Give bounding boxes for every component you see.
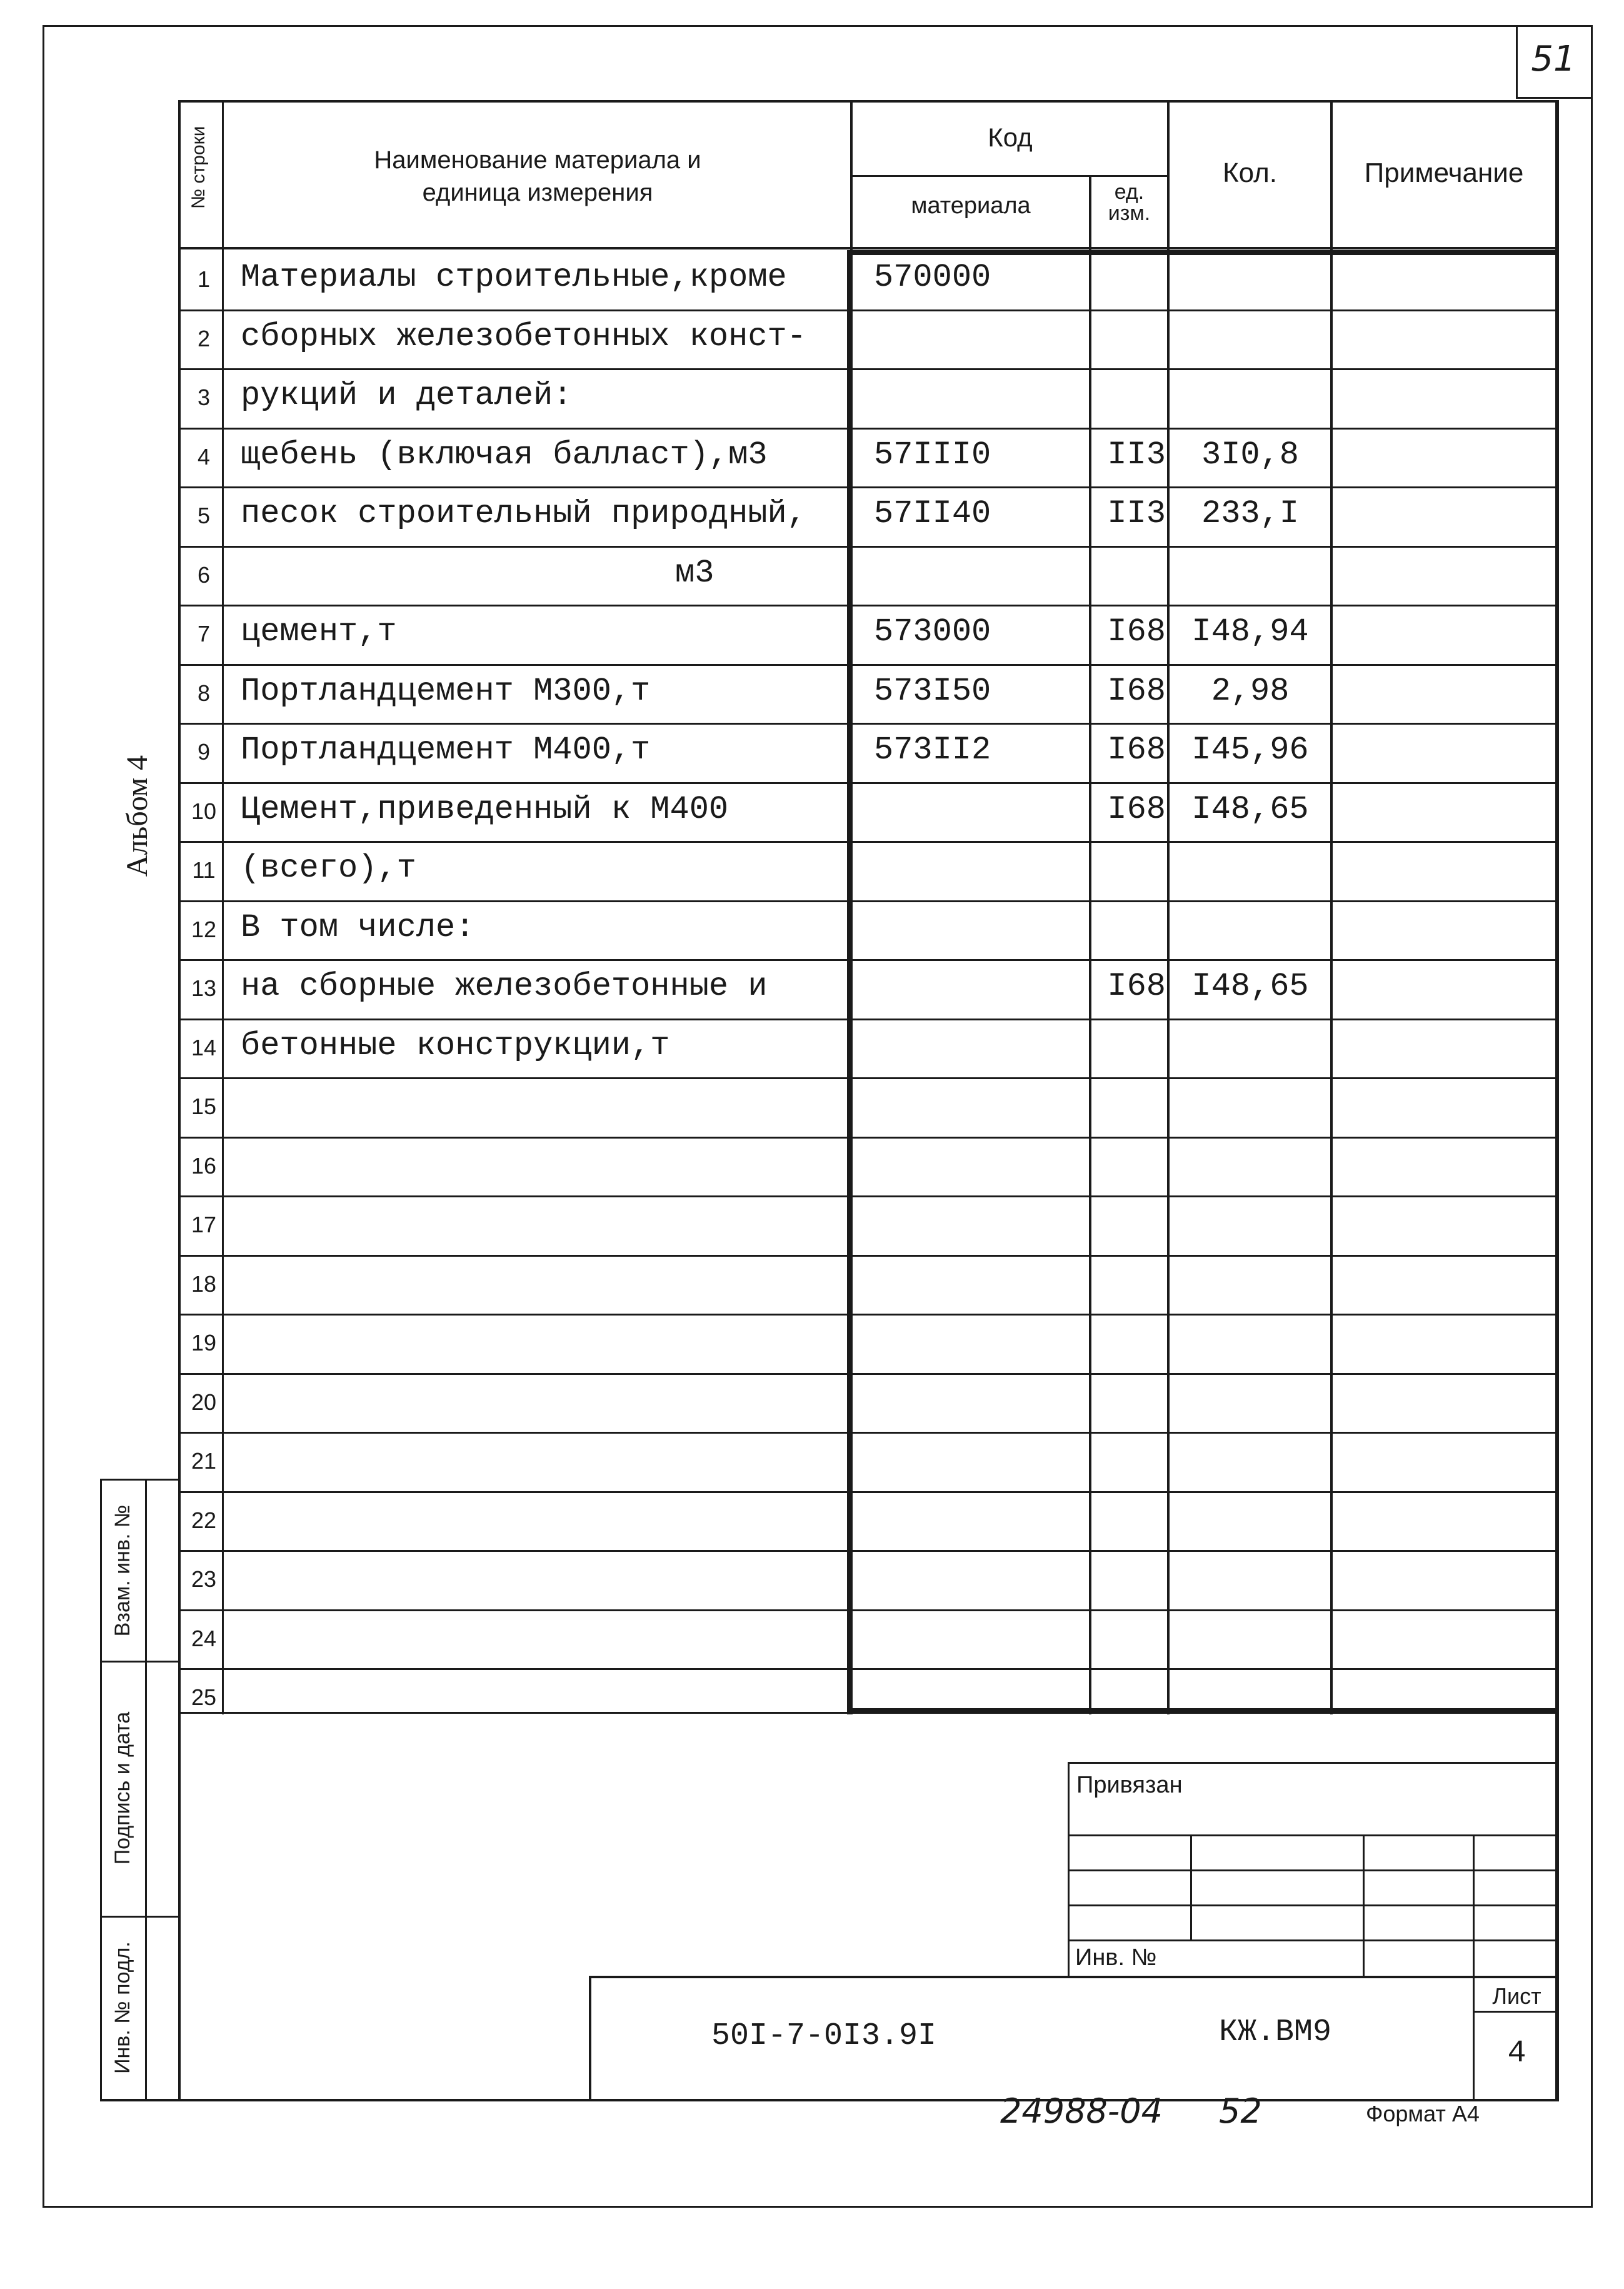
row-divider	[181, 1019, 1556, 1020]
header-code-material: материала	[911, 193, 1031, 219]
sheet-frame-top	[43, 25, 1593, 27]
row-name: бетонные конструкции,т	[241, 1027, 670, 1064]
row-code: 57II40	[874, 495, 991, 532]
row-number: 6	[197, 562, 211, 588]
title-inv-no: Инв. №	[1075, 1944, 1157, 1971]
table-col-unit-left	[1089, 176, 1091, 1714]
row-divider	[181, 1491, 1556, 1493]
header-code-unit-2: изм.	[1108, 201, 1151, 225]
row-unit: II3	[1107, 436, 1166, 473]
row-number: 18	[191, 1271, 217, 1297]
row-number: 24	[191, 1626, 217, 1651]
header-code-divider	[850, 175, 1169, 177]
row-name: щебень (включая балласт),м3	[241, 436, 768, 473]
row-number: 11	[192, 857, 216, 883]
row-number: 21	[191, 1448, 217, 1474]
title-sheet-label: Лист	[1492, 1983, 1541, 2009]
title-main-left	[589, 1976, 591, 2101]
row-divider	[181, 723, 1556, 725]
row-unit: I68	[1107, 673, 1166, 710]
row-number: 7	[197, 621, 211, 646]
row-code: 57III0	[874, 436, 991, 473]
stamp-outer-left	[100, 1479, 102, 2101]
sheet-frame-bottom	[43, 2206, 1593, 2208]
table-left	[178, 100, 181, 2101]
row-qty: 3I0,8	[1201, 436, 1300, 473]
row-divider	[181, 1077, 1556, 1079]
title-grid-h4	[1068, 1939, 1559, 1941]
row-number: 12	[191, 917, 217, 942]
row-name: Материалы строительные,кроме	[241, 259, 787, 296]
row-name: Цемент,приведенный к М400	[241, 791, 729, 828]
header-row-number: № строки	[188, 126, 209, 209]
header-qty: Кол.	[1222, 158, 1278, 188]
table-right	[1555, 100, 1559, 2101]
title-grid-v3	[1473, 1834, 1475, 1978]
row-number: 23	[191, 1566, 217, 1592]
row-number: 3	[197, 385, 211, 410]
row-code: 573II2	[874, 732, 991, 768]
row-number: 5	[197, 503, 211, 528]
row-unit: I68	[1107, 613, 1166, 650]
row-number: 8	[197, 680, 211, 706]
row-number: 1	[197, 266, 211, 292]
title-grid-h2	[1068, 1869, 1559, 1871]
row-divider	[181, 782, 1556, 784]
footer-format: Формат А4	[1366, 2101, 1480, 2126]
table-col-qty-left	[1167, 100, 1170, 1714]
sheet-corner-number: 51	[1531, 39, 1576, 79]
sheet-frame-right	[1591, 25, 1593, 2207]
row-unit: I68	[1107, 968, 1166, 1005]
header-name-line2: единица измерения	[422, 179, 653, 206]
sheet-frame-left	[43, 25, 44, 2207]
row-name: на сборные железобетонные и	[241, 968, 768, 1005]
row-divider	[181, 428, 1556, 430]
row-divider	[181, 486, 1556, 488]
row-number: 15	[191, 1094, 217, 1119]
row-unit: I68	[1107, 791, 1166, 828]
row-code: 573000	[874, 613, 991, 650]
title-privyazan-top	[1068, 1762, 1559, 1764]
row-divider	[181, 1609, 1556, 1611]
row-unit: II3	[1107, 495, 1166, 532]
row-divider	[181, 959, 1556, 961]
row-code: 573I50	[874, 673, 991, 710]
title-main-top	[589, 1976, 1559, 1978]
table-top	[178, 100, 1558, 103]
header-code: Код	[988, 123, 1033, 152]
row-number: 10	[191, 798, 217, 824]
row-qty: 233,I	[1201, 495, 1300, 532]
row-qty: I48,65	[1191, 791, 1309, 828]
stamp-mid-left	[145, 1479, 147, 2101]
stamp-podpis-data: Подпись и дата	[111, 1711, 134, 1865]
header-code-unit-1: ед.	[1114, 180, 1145, 204]
body-heavy-bottom	[847, 1708, 1558, 1714]
row-name: (всего),т	[241, 850, 416, 887]
row-divider	[181, 1432, 1556, 1434]
row-number: 9	[197, 739, 211, 765]
row-number: 20	[191, 1389, 217, 1415]
table-col-note-left	[1330, 100, 1333, 1714]
footer-order-number: 24988-04	[1000, 2091, 1163, 2131]
title-doc-code: 50I-7-0I3.9I	[711, 2018, 937, 2054]
row-number: 17	[191, 1212, 217, 1237]
corner-box-left	[1516, 25, 1518, 99]
row-qty: I45,96	[1191, 732, 1309, 768]
row-qty: I48,65	[1191, 968, 1309, 1005]
row-name: В том числе:	[241, 909, 475, 946]
row-divider	[181, 664, 1556, 666]
row-divider	[181, 546, 1556, 548]
title-sheet-no: 4	[1507, 2036, 1526, 2071]
row-name: Портландцемент М300,т	[241, 673, 651, 710]
title-grid-h3	[1068, 1904, 1559, 1906]
row-number: 19	[191, 1330, 217, 1356]
row-code: 570000	[874, 259, 991, 296]
title-drawing-mark: КЖ.ВМ9	[1219, 2015, 1332, 2050]
stamp-bottom	[100, 2099, 1559, 2101]
row-divider	[181, 368, 1556, 370]
album-label: Альбом 4	[121, 755, 154, 877]
row-divider	[181, 1195, 1556, 1197]
row-divider	[181, 1550, 1556, 1552]
row-qty: 2,98	[1211, 673, 1290, 710]
title-grid-h1	[1068, 1834, 1559, 1836]
row-unit: I68	[1107, 732, 1166, 768]
body-bottom-left	[178, 1712, 850, 1714]
footer-page-number: 52	[1219, 2091, 1262, 2131]
row-divider	[181, 841, 1556, 843]
row-number: 22	[191, 1507, 217, 1533]
header-note: Примечание	[1364, 158, 1524, 188]
title-grid-v2	[1363, 1834, 1365, 1978]
title-grid-v1	[1190, 1834, 1192, 1939]
row-name: Портландцемент М400,т	[241, 732, 651, 768]
row-name: песок строительный природный,	[241, 495, 806, 532]
row-number: 2	[197, 326, 211, 351]
row-number: 13	[191, 975, 217, 1001]
row-divider	[181, 605, 1556, 606]
row-name: сборных железобетонных конст-	[241, 318, 806, 355]
row-name: цемент,т	[241, 613, 397, 650]
row-divider	[181, 309, 1556, 311]
corner-box-bottom	[1516, 97, 1593, 99]
title-sheet-div	[1473, 2011, 1559, 2013]
row-divider	[181, 1255, 1556, 1257]
row-name: рукций и деталей:	[241, 377, 573, 414]
stamp-vzam-inv: Взам. инв. №	[111, 1504, 134, 1637]
row-number: 16	[191, 1153, 217, 1179]
row-name: м3	[675, 555, 714, 591]
header-bottom	[178, 247, 1558, 249]
row-number: 4	[197, 444, 211, 470]
row-divider	[181, 1314, 1556, 1316]
row-qty: I48,94	[1191, 613, 1309, 650]
stamp-inv-podl: Инв. № подл.	[111, 1941, 134, 2074]
title-privyazan: Привязан	[1076, 1772, 1183, 1798]
body-heavy-top	[847, 250, 1558, 255]
row-divider	[181, 1373, 1556, 1375]
row-divider	[181, 1137, 1556, 1139]
row-number: 14	[191, 1035, 217, 1060]
row-divider	[181, 1668, 1556, 1670]
header-name-line1: Наименование материала и	[374, 146, 701, 174]
row-number: 25	[191, 1684, 217, 1710]
body-heavy-left	[847, 250, 853, 1714]
row-divider	[181, 900, 1556, 902]
